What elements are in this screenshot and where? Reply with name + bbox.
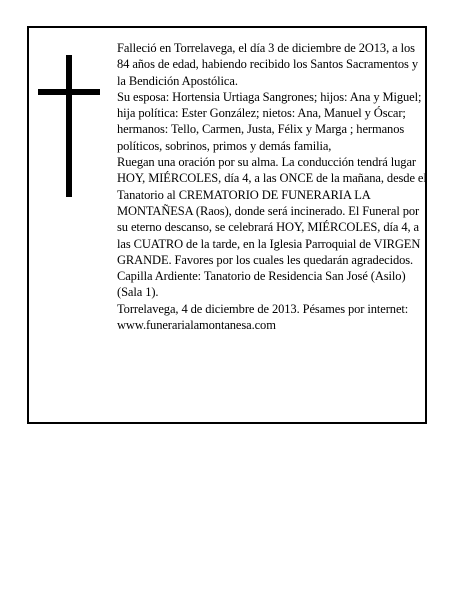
family-list-paragraph: Su esposa: Hortensia Urtiaga Sangrones; hijos: Ana y Miguel; hija política: Ester González; nietos: Ana, Manuel y Óscar; hermanos: Tello, Carmen, Justa, Félix y Marga ; hermanos políticos, sobrinos, primos y demás familia, (117, 89, 422, 153)
cross-vertical-bar (66, 55, 72, 197)
funeral-details-paragraph: Ruegan una oración por su alma. La conducción tendrá lugar HOY, MIÉRCOLES, día 4, a las ONCE de la mañana, desde el Tanatorio al CREMATORIO DE FUNERARIA LA MONTAÑESA (Raos), donde será incinerado. El Funeral por su eterno descanso, se celebrará HOY, MIÉRCOLES, día 4, a las CUATRO de la tarde, en la Iglesia Parroquial de VIRGEN GRANDE. Favores por los cuales les quedarán agradecidos. Capilla Ardiente: Tanatorio de Residencia San José (Asilo) (Sala 1). (117, 155, 427, 300)
obituary-text (117, 40, 429, 333)
latin-cross-icon (38, 55, 100, 197)
date-and-condolences-paragraph: Torrelavega, 4 de diciembre de 2013. Pésames por internet: www.funerarialamontanesa.com (117, 301, 409, 333)
death-announcement-paragraph: Falleció en Torrelavega, el día 3 de diciembre de 2O13, a los 84 años de edad, habiendo recibido los Santos Sacramentos y la Bendición Apostólica. (117, 41, 418, 88)
cross-horizontal-bar (38, 89, 100, 95)
obituary-notice-frame (27, 26, 427, 424)
